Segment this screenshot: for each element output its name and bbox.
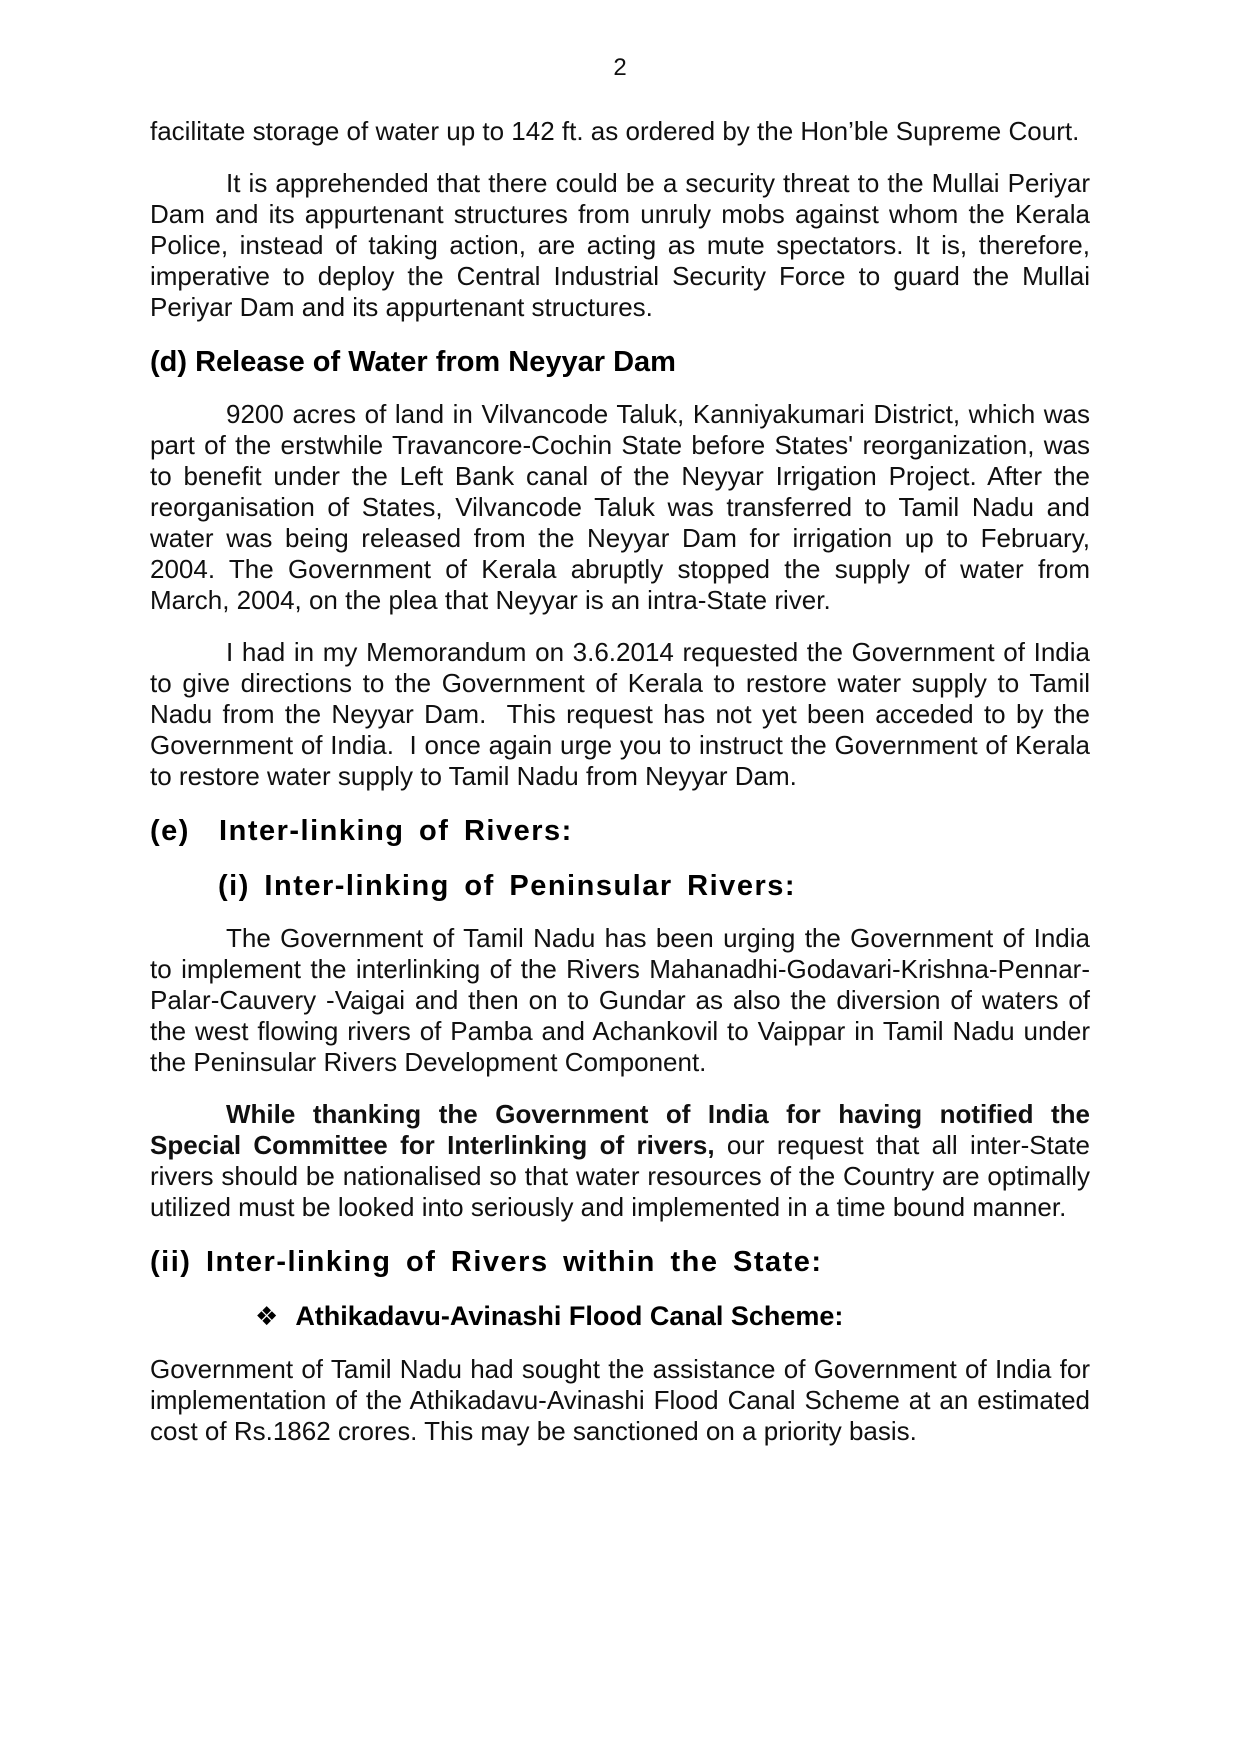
paragraph-security-threat: It is apprehended that there could be a security threat to the Mullai Periyar Dam and its appurtenant structures from unruly mobs against whom the Kerala Police, instead of taking action, are acting as mute spectators. It is, therefore, imperative to deploy the Central Industrial Security Force to guard the Mullai Periyar Dam and its appurtenant structures. [150, 168, 1090, 322]
bullet-heading-athikadavu-avinashi [255, 1299, 1090, 1333]
heading-release-of-water-neyyar-dam: (d) Release of Water from Neyyar Dam [150, 346, 676, 378]
paragraph-neyyar-land: 9200 acres of land in Vilvancode Taluk, Kanniyakumari District, which was part of the erstwhile Travancore-Cochin State before States' reorganization, was to benefit under the Left Bank canal of the Neyyar Irrigation Project. After the reorganisation of States, Vilvancode Taluk was transferred to Tamil Nadu and water was being released from the Neyyar Dam for irrigation up to February, 2004. The Government of Kerala abruptly stopped the supply of water from March, 2004, on the plea that Neyyar is an intra-State river. [150, 399, 1090, 615]
heading-inter-linking-peninsular-rivers: (i) Inter-linking of Peninsular Rivers: [218, 870, 797, 902]
heading-inter-linking-rivers-within-state: (ii) Inter-linking of Rivers within the State: [150, 1246, 823, 1278]
diamond-bullet-icon: ❖ [255, 1301, 279, 1331]
paragraph-neyyar-memorandum: I had in my Memorandum on 3.6.2014 requested the Government of India to give directions to the Government of Kerala to restore water supply to Tamil Nadu from the Neyyar Dam. This request has not yet been acceded to by the Government of India. I once again urge you to instruct the Government of Kerala to restore water supply to Tamil Nadu from Neyyar Dam. [150, 637, 1090, 791]
heading-inter-linking-of-rivers: (e) Inter-linking of Rivers: [150, 815, 573, 847]
paragraph-athikadavu-body: Government of Tamil Nadu had sought the assistance of Government of India for implementation of the Athikadavu-Avinashi Flood Canal Scheme at an estimated cost of Rs.1862 crores. This may be sanctioned on a priority basis. [150, 1354, 1090, 1446]
paragraph-while-thanking-rest: our request that all inter-State rivers should be nationalised so that water resources of the Country are optimally utilized must be looked into seriously and implemented in a time bound manner. [150, 1130, 1090, 1222]
page-number: 2 [613, 54, 627, 81]
bullet-heading-label: Athikadavu-Avinashi Flood Canal Scheme: [295, 1301, 844, 1331]
paragraph-peninsular-rivers: The Government of Tamil Nadu has been urging the Government of India to implement the interlinking of the Rivers Mahanadhi-Godavari-Krishna-Pennar-Palar-Cauvery -Vaigai and then on to Gundar as also the diversion of waters of the west flowing rivers of Pamba and Achankovil to Vaippar in Tamil Nadu under the Peninsular Rivers Development Component. [150, 923, 1090, 1077]
paragraph-while-thanking [150, 1099, 1090, 1223]
paragraph-continuation-supreme-court: facilitate storage of water up to 142 ft. as ordered by the Hon’ble Supreme Court. [150, 116, 1080, 146]
bold-lead-in-special-committee: While thanking the Government of India for having notified the Special Committee for Interlinking of rivers, [150, 1099, 1090, 1160]
